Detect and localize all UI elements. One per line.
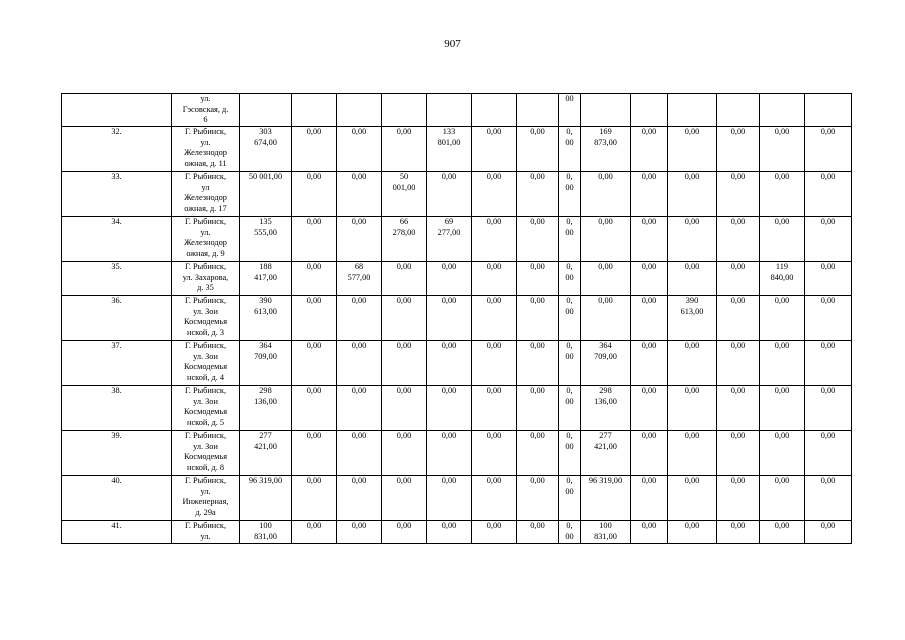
table-cell: 169 873,00: [581, 127, 631, 172]
table-cell: [668, 94, 717, 127]
table-cell: 33.: [62, 172, 172, 217]
table-cell: 0,00: [427, 386, 472, 431]
table-cell: [805, 94, 852, 127]
table-cell: 0,00: [472, 521, 517, 544]
table-cell: 133 801,00: [427, 127, 472, 172]
table-cell: 277 421,00: [240, 431, 292, 476]
table-cell: 0,00: [805, 262, 852, 296]
table-cell: 0,00: [717, 296, 760, 341]
table-cell: 0,00: [292, 296, 337, 341]
table-cell: Г. Рыбинск, ул. Захарова, д. 35: [172, 262, 240, 296]
table-cell: 188 417,00: [240, 262, 292, 296]
table-cell: 0, 00: [559, 476, 581, 521]
table-cell: 0,00: [292, 476, 337, 521]
table-row: [62, 172, 852, 217]
table-cell: 0,00: [760, 521, 805, 544]
table-row: [62, 476, 852, 521]
table-cell: ул. Гэсовская, д. 6: [172, 94, 240, 127]
table-cell: 0,00: [472, 341, 517, 386]
table-cell: 35.: [62, 262, 172, 296]
table-cell: 0,00: [472, 217, 517, 262]
table-cell: 0, 00: [559, 431, 581, 476]
table-cell: 0,00: [517, 127, 559, 172]
table-cell: 96 319,00: [240, 476, 292, 521]
table-cell: [292, 94, 337, 127]
table-cell: 0,00: [760, 341, 805, 386]
table-cell: 0,00: [805, 172, 852, 217]
table-cell: [240, 94, 292, 127]
table-cell: 0,00: [382, 127, 427, 172]
table-cell: 0,00: [717, 521, 760, 544]
table-cell: 0, 00: [559, 521, 581, 544]
table-cell: 0, 00: [559, 386, 581, 431]
table-cell: [427, 94, 472, 127]
table-cell: 0,00: [668, 386, 717, 431]
table-cell: 0,00: [517, 521, 559, 544]
table-cell: 0,00: [382, 296, 427, 341]
table-cell: Г. Рыбинск, ул. Инженерная, д. 29а: [172, 476, 240, 521]
table-row: [62, 431, 852, 476]
table-cell: 0,00: [382, 341, 427, 386]
table-cell: 0,00: [805, 296, 852, 341]
table-cell: 0,00: [472, 431, 517, 476]
table-cell: 0,00: [805, 476, 852, 521]
table-cell: 96 319,00: [581, 476, 631, 521]
table-cell: 0,00: [517, 386, 559, 431]
table-cell: 50 001,00: [240, 172, 292, 217]
table-cell: Г. Рыбинск, ул.: [172, 521, 240, 544]
table-cell: 0,00: [760, 431, 805, 476]
table-cell: 0, 00: [559, 296, 581, 341]
table-cell: 0,00: [472, 127, 517, 172]
table-cell: [382, 94, 427, 127]
table-cell: 0,00: [292, 262, 337, 296]
table-cell: 0,00: [668, 521, 717, 544]
table-cell: 0,00: [805, 431, 852, 476]
table-cell: 0,00: [631, 341, 668, 386]
table-row: [62, 94, 852, 127]
table-cell: 0,00: [805, 386, 852, 431]
table-cell: 0,00: [717, 127, 760, 172]
table-cell: 37.: [62, 341, 172, 386]
table-row: [62, 127, 852, 172]
table-cell: 0,00: [337, 431, 382, 476]
table-cell: 0,00: [517, 262, 559, 296]
table-cell: 0,00: [337, 172, 382, 217]
table-cell: 0,00: [760, 386, 805, 431]
table-row: [62, 262, 852, 296]
table-cell: 0,00: [427, 296, 472, 341]
table-cell: 0,00: [382, 521, 427, 544]
table-cell: 0, 00: [559, 217, 581, 262]
table-cell: 0,00: [337, 476, 382, 521]
table-cell: 0,00: [581, 262, 631, 296]
table-cell: 0,00: [427, 431, 472, 476]
table-cell: 0,00: [337, 341, 382, 386]
table-cell: [581, 94, 631, 127]
table-cell: 277 421,00: [581, 431, 631, 476]
table-cell: 0,00: [292, 217, 337, 262]
table-cell: 0,00: [717, 172, 760, 217]
table-cell: 0,00: [337, 521, 382, 544]
table-cell: 0,00: [517, 172, 559, 217]
table-cell: 38.: [62, 386, 172, 431]
table-cell: 0,00: [631, 476, 668, 521]
table-cell: 41.: [62, 521, 172, 544]
table-cell: 69 277,00: [427, 217, 472, 262]
table-cell: 0,00: [427, 476, 472, 521]
table-cell: 0, 00: [559, 127, 581, 172]
table-cell: 0,00: [760, 127, 805, 172]
table-cell: [760, 94, 805, 127]
table-cell: 0,00: [292, 341, 337, 386]
table-cell: 0,00: [472, 296, 517, 341]
table-cell: 0,00: [581, 296, 631, 341]
table-cell: 32.: [62, 127, 172, 172]
table-cell: 0,00: [805, 217, 852, 262]
table-cell: 0,00: [382, 386, 427, 431]
table-cell: 0,00: [292, 386, 337, 431]
table-cell: 0,00: [427, 521, 472, 544]
table-cell: 0,00: [631, 386, 668, 431]
table-cell: 364 709,00: [581, 341, 631, 386]
table-cell: 0,00: [717, 217, 760, 262]
table-cell: Г. Рыбинск, ул. Зои Космодемья нской, д. 8: [172, 431, 240, 476]
table-row: [62, 341, 852, 386]
table-cell: 39.: [62, 431, 172, 476]
table-cell: 0,00: [717, 386, 760, 431]
table-cell: [717, 94, 760, 127]
table-cell: 0,00: [805, 521, 852, 544]
table-cell: 135 555,00: [240, 217, 292, 262]
table-row: [62, 386, 852, 431]
table-cell: 0,00: [292, 127, 337, 172]
table-cell: 0,00: [760, 217, 805, 262]
table-cell: 0,00: [517, 341, 559, 386]
table-cell: 0,00: [337, 386, 382, 431]
table-cell: 390 613,00: [240, 296, 292, 341]
table-cell: [517, 94, 559, 127]
table-cell: 0,00: [668, 341, 717, 386]
table-cell: 0,00: [382, 476, 427, 521]
table-row: [62, 296, 852, 341]
table-cell: 0,00: [668, 476, 717, 521]
table-cell: 0,00: [668, 127, 717, 172]
table-cell: 298 136,00: [581, 386, 631, 431]
page-number: 907: [444, 38, 461, 50]
table-cell: [337, 94, 382, 127]
table-cell: 0,00: [337, 217, 382, 262]
table-cell: 0,00: [760, 172, 805, 217]
table-cell: 0,00: [337, 296, 382, 341]
table-cell: 0,00: [668, 172, 717, 217]
table-cell: [62, 94, 172, 127]
table-cell: 00: [559, 94, 581, 127]
table-cell: Г. Рыбинск, ул. Зои Космодемья нской, д. 5: [172, 386, 240, 431]
table-cell: 0,00: [668, 431, 717, 476]
table-cell: 390 613,00: [668, 296, 717, 341]
table-cell: 50 001,00: [382, 172, 427, 217]
table-cell: Г. Рыбинск, ул. Железнодор ожная, д. 11: [172, 127, 240, 172]
table-cell: 0,00: [427, 172, 472, 217]
table-cell: 0,00: [292, 431, 337, 476]
table-cell: 0,00: [427, 262, 472, 296]
table-cell: 0,00: [472, 386, 517, 431]
table-cell: 0,00: [427, 341, 472, 386]
table-cell: 0,00: [517, 296, 559, 341]
table-cell: 0,00: [631, 521, 668, 544]
table-cell: 0,00: [292, 172, 337, 217]
table-cell: 0,00: [760, 296, 805, 341]
table-cell: 303 674,00: [240, 127, 292, 172]
table-cell: 119 840,00: [760, 262, 805, 296]
table-cell: 0,00: [337, 127, 382, 172]
table-row: [62, 521, 852, 544]
table-cell: 0,00: [631, 172, 668, 217]
table-cell: Г. Рыбинск, ул. Железнодор ожная, д. 9: [172, 217, 240, 262]
table-cell: 298 136,00: [240, 386, 292, 431]
table-cell: 40.: [62, 476, 172, 521]
table-cell: 66 278,00: [382, 217, 427, 262]
table-cell: 0,00: [382, 431, 427, 476]
table-cell: 0,00: [717, 476, 760, 521]
table-cell: 0,00: [668, 262, 717, 296]
table-cell: 0,00: [668, 217, 717, 262]
table-cell: 0,00: [631, 217, 668, 262]
table-cell: 100 831,00: [240, 521, 292, 544]
table-cell: 0,00: [472, 262, 517, 296]
data-table: [61, 93, 852, 544]
table-cell: Г. Рыбинск, ул. Зои Космодемья нской, д. 3: [172, 296, 240, 341]
table-cell: 0,00: [717, 262, 760, 296]
table-cell: 0,00: [517, 217, 559, 262]
table-cell: 0,00: [472, 476, 517, 521]
table-cell: [631, 94, 668, 127]
table-cell: Г. Рыбинск, ул. Зои Космодемья нской, д. 4: [172, 341, 240, 386]
table-cell: 364 709,00: [240, 341, 292, 386]
table-cell: 0,00: [631, 262, 668, 296]
table-cell: 100 831,00: [581, 521, 631, 544]
table-cell: 0,00: [581, 172, 631, 217]
table-cell: 0,00: [472, 172, 517, 217]
table-cell: 0,00: [517, 476, 559, 521]
table-cell: 0,00: [382, 262, 427, 296]
table-cell: 0,00: [717, 341, 760, 386]
table-cell: [472, 94, 517, 127]
table-cell: 0,00: [760, 476, 805, 521]
table-cell: 0, 00: [559, 172, 581, 217]
table-cell: 0,00: [631, 296, 668, 341]
table-cell: 68 577,00: [337, 262, 382, 296]
table-cell: 36.: [62, 296, 172, 341]
table-cell: 0,00: [717, 431, 760, 476]
table-cell: 0,00: [805, 127, 852, 172]
table-row: [62, 217, 852, 262]
table-cell: 0, 00: [559, 262, 581, 296]
table-cell: 0,00: [517, 431, 559, 476]
table-cell: 34.: [62, 217, 172, 262]
table-cell: 0,00: [631, 431, 668, 476]
table-cell: 0, 00: [559, 341, 581, 386]
table-cell: 0,00: [581, 217, 631, 262]
table-cell: 0,00: [805, 341, 852, 386]
table-cell: Г. Рыбинск, ул Железнодор ожная, д. 17: [172, 172, 240, 217]
table-cell: 0,00: [292, 521, 337, 544]
table-cell: 0,00: [631, 127, 668, 172]
